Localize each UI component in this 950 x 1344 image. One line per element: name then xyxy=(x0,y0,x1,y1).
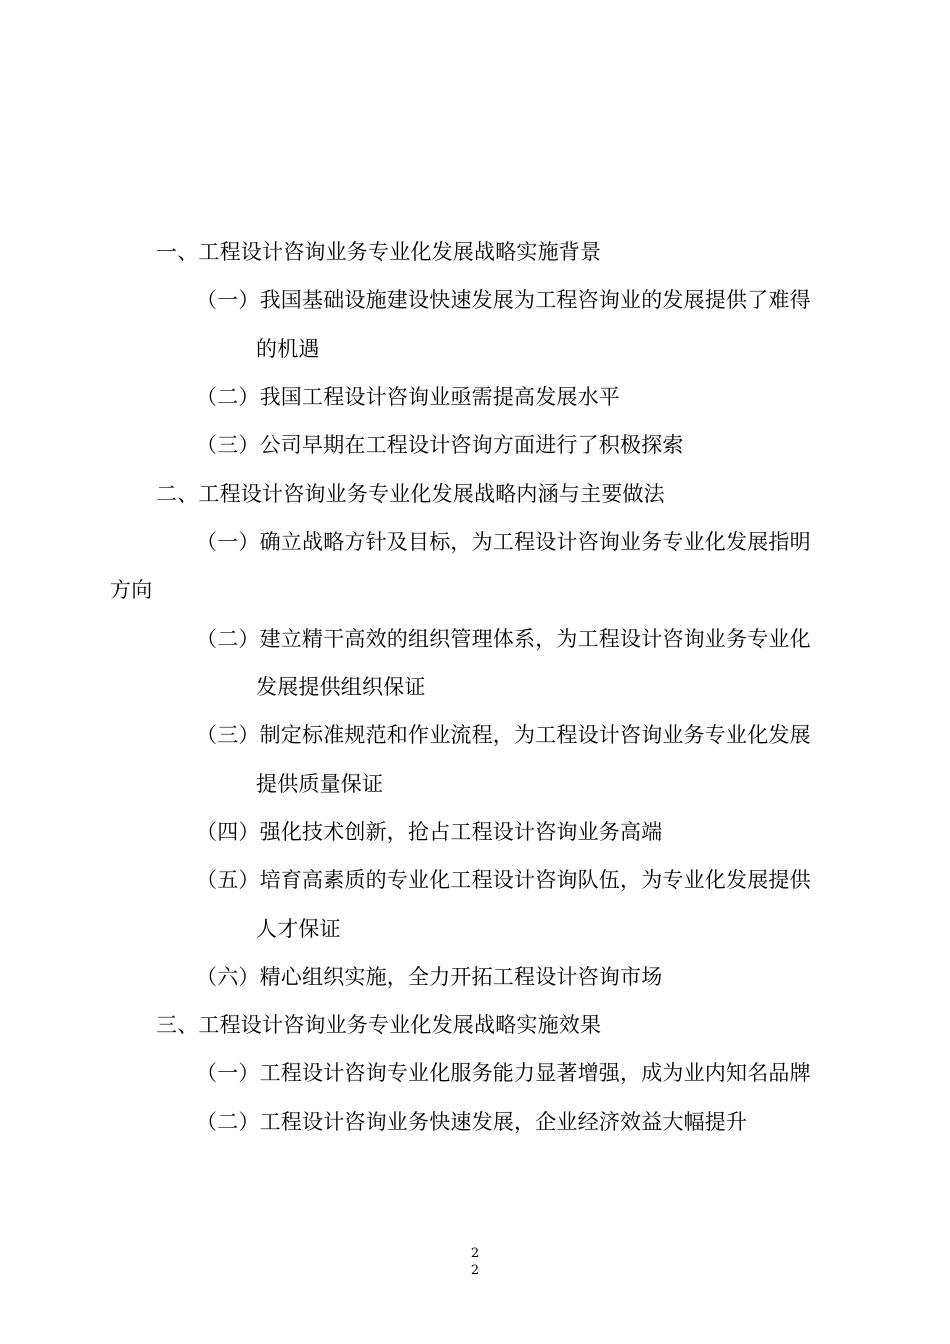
section-heading-3: 三、工程设计咨询业务专业化发展战略实施效果 xyxy=(156,1013,602,1037)
section-heading-2: 二、工程设计咨询业务专业化发展战略内涵与主要做法 xyxy=(156,482,665,506)
subheading-2-1: （一）确立战略方针及目标，为工程设计咨询业务专业化发展指明 xyxy=(196,530,811,554)
subheading-2-3-cont: 提供质量保证 xyxy=(256,772,384,796)
subheading-2-2: （二）建立精干高效的组织管理体系，为工程设计咨询业务专业化 xyxy=(196,627,811,651)
subheading-2-3: （三）制定标准规范和作业流程，为工程设计咨询业务专业化发展 xyxy=(196,723,811,747)
subheading-3-2: （二）工程设计咨询业务快速发展，企业经济效益大幅提升 xyxy=(196,1110,748,1134)
subheading-1-2: （二）我国工程设计咨询业亟需提高发展水平 xyxy=(196,385,620,409)
subheading-3-1: （一）工程设计咨询专业化服务能力显著增强，成为业内知名品牌 xyxy=(196,1061,811,1085)
subheading-1-1-cont: 的机遇 xyxy=(256,337,320,361)
subheading-1-1: （一）我国基础设施建设快速发展为工程咨询业的发展提供了难得 xyxy=(196,288,811,312)
subheading-2-5-cont: 人才保证 xyxy=(256,917,341,941)
subheading-2-4: （四）强化技术创新，抢占工程设计咨询业务高端 xyxy=(196,820,663,844)
subheading-2-1-cont: 方向 xyxy=(110,578,153,602)
subheading-2-6: （六）精心组织实施，全力开拓工程设计咨询市场 xyxy=(196,965,663,989)
subheading-2-2-cont: 发展提供组织保证 xyxy=(256,675,426,699)
section-heading-1: 一、工程设计咨询业务专业化发展战略实施背景 xyxy=(156,240,602,264)
subheading-2-5: （五）培育高素质的专业化工程设计咨询队伍，为专业化发展提供 xyxy=(196,868,811,892)
page-number-repeat: 2 xyxy=(470,1263,480,1278)
page-number: 2 xyxy=(470,1246,480,1261)
subheading-1-3: （三）公司早期在工程设计咨询方面进行了积极探索 xyxy=(196,433,684,457)
